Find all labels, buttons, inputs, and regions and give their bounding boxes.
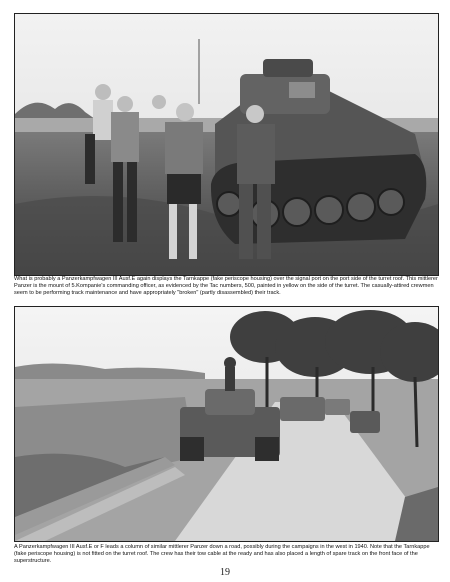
page-number: 19: [220, 567, 230, 578]
photo-caption: A Panzerkampfwagen III Ausf.E or F leads a column of similar mittlerer Panzer down a road, possibly during the campaigns in the west in 1940. Note that the Tarnkappe (fake periscope housing) is not fitted on the turret roof. The crew has their tow cable at the ready and has also placed a length of spare track on the front face of the superstructure.: [14, 544, 430, 564]
photo-tank-column: [14, 306, 439, 542]
photo-caption: What is probably a Panzerkampfwagen III Ausf.E again displays the Tarnkappe (fake periscope housing) over the signal port on the port side of the turret roof. This mittlerer Panzer is the mount of 5.Kompanie's commanding officer, as evidenced by the Tac numbers, 500, painted in yellow on the side of the turret. The casually-attired crewmen seem to be performing track maintenance and have appropriately "broken" (partly disassembled) their track.: [14, 276, 438, 296]
photo-panzer-crew: [14, 13, 439, 276]
